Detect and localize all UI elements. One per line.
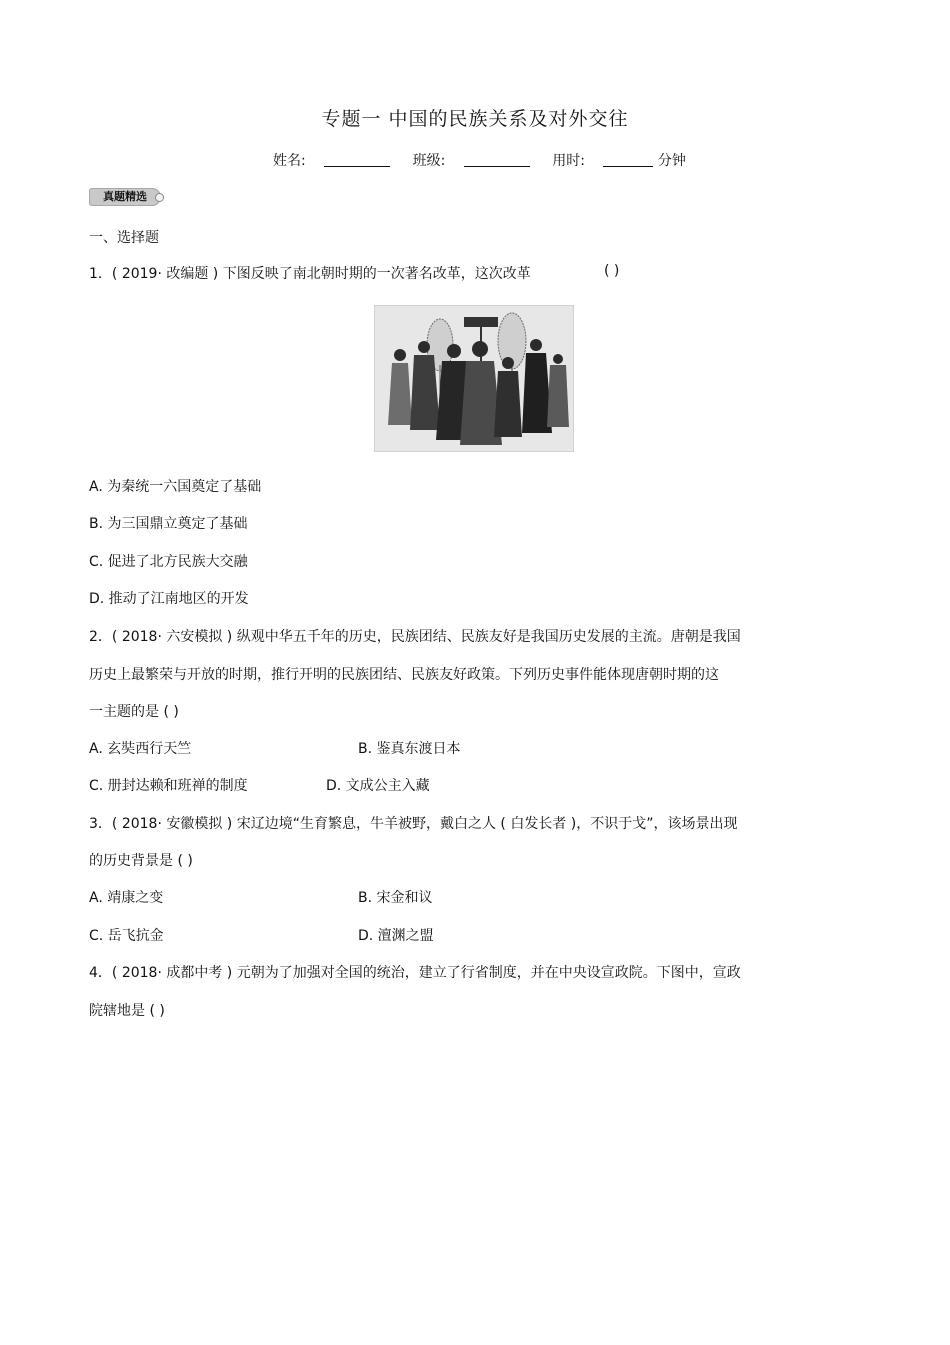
badge-dot-icon [155,193,164,202]
q2-option-c: C. 册封达赖和班禅的制度 [89,778,248,794]
q3-stem-line-1: 3．( 2018· 安徽模拟 ) 宋辽边境“生育繁息，牛羊被野，戴白之人 ( 白发长者 )，不识于戈”，该场景出现 [89,816,738,832]
q3-option-b: B. 宋金和议 [358,890,433,906]
q3-option-d: D. 澶渊之盟 [358,928,434,944]
name-label: 姓名: [273,153,306,169]
section-heading: 一、选择题 [89,230,159,246]
q2-stem-line-2: 历史上最繁荣与开放的时期，推行开明的民族团结、民族友好政策。下列历史事件能体现唐朝时期的这 [89,667,719,683]
q3-option-c: C. 岳飞抗金 [89,928,164,944]
name-blank[interactable] [324,152,390,167]
q2-option-a: A. 玄奘西行天竺 [89,741,192,757]
q1-option-b: B. 为三国鼎立奠定了基础 [89,516,248,532]
page-title: 专题一 中国的民族关系及对外交往 [321,108,629,130]
q2-stem-line-3: 一主题的是 ( ) [89,704,179,720]
time-unit: 分钟 [657,153,686,169]
badge-label: 真题精选 [103,190,147,203]
q1-answer-paren: ( ) [604,263,620,279]
q2-option-b: B. 鉴真东渡日本 [358,741,461,757]
q3-option-a: A. 靖康之变 [89,890,164,906]
q3-stem-line-2: 的历史背景是 ( ) [89,853,193,869]
q2-option-d: D. 文成公主入藏 [326,778,430,794]
procession-mural-image [374,305,574,452]
class-blank[interactable] [464,152,530,167]
time-blank[interactable] [603,152,653,167]
student-info-row [273,150,686,170]
q1-option-a: A. 为秦统一六国奠定了基础 [89,479,262,495]
q1-option-c: C. 促进了北方民族大交融 [89,554,248,570]
q1-option-d: D. 推动了江南地区的开发 [89,591,249,607]
q4-stem-line-1: 4．( 2018· 成都中考 ) 元朝为了加强对全国的统治，建立了行省制度，并在中央设宣政院。下图中，宣政 [89,965,741,981]
q2-stem-line-1: 2．( 2018· 六安模拟 ) 纵观中华五千年的历史，民族团结、民族友好是我国历史发展的主流。唐朝是我国 [89,629,741,645]
time-label: 用时: [552,153,585,169]
section-badge [89,188,161,206]
q4-stem-line-2: 院辖地是 ( ) [89,1003,165,1019]
class-label: 班级: [412,153,446,169]
q1-stem: 1．( 2019· 改编题 ) 下图反映了南北朝时期的一次著名改革，这次改革 [89,266,531,282]
